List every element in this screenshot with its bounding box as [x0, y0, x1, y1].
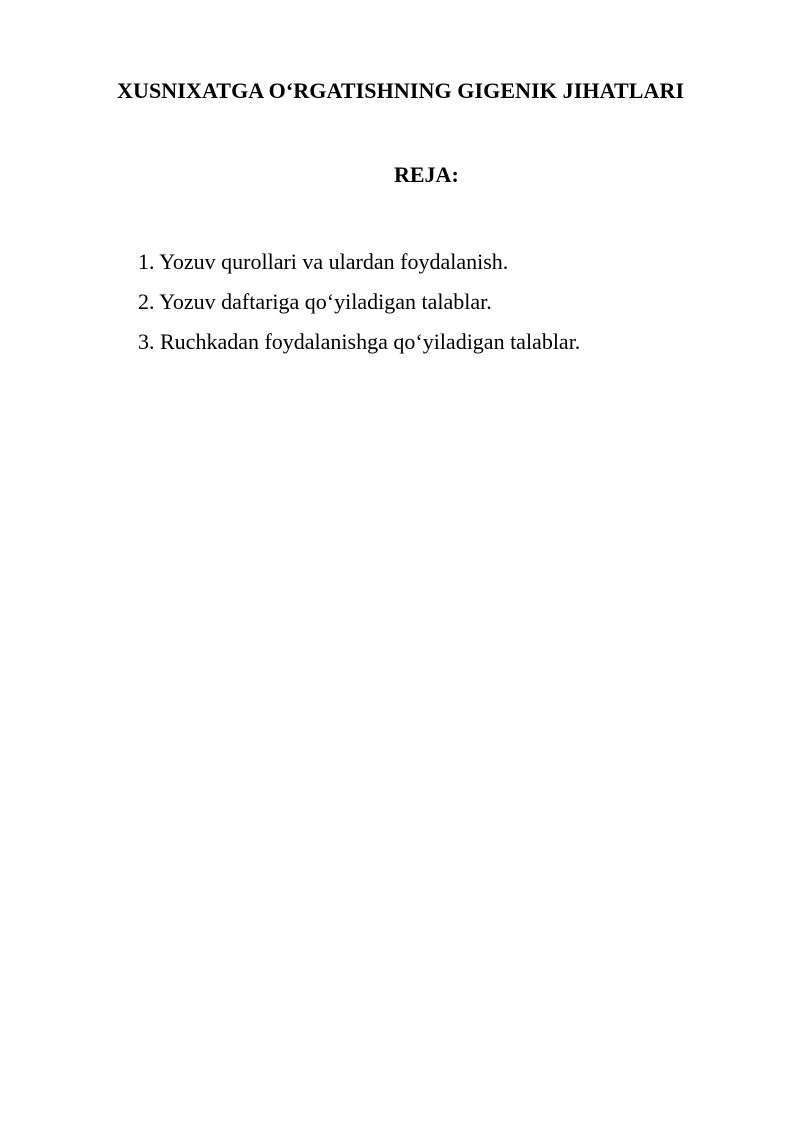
plan-item-number: 2.	[138, 289, 155, 314]
document-title: XUSNIXATGA O‘RGATISHNING GIGENIK JIHATLARI	[117, 78, 685, 103]
plan-item-3	[138, 322, 580, 362]
plan-item-text: Yozuv qurollari va ulardan foydalanish.	[159, 249, 509, 274]
plan-item-number: 3.	[138, 329, 155, 354]
plan-item-text: Ruchkadan foydalanishga qo‘yiladigan talablar.	[160, 329, 581, 354]
plan-item-number: 1.	[138, 249, 155, 274]
plan-item-text: Yozuv daftariga qo‘yiladigan talablar.	[159, 289, 492, 314]
plan-item-1	[138, 242, 580, 282]
plan-item-2	[138, 282, 580, 322]
plan-heading: REJA:	[394, 162, 459, 187]
plan-list	[138, 242, 580, 362]
